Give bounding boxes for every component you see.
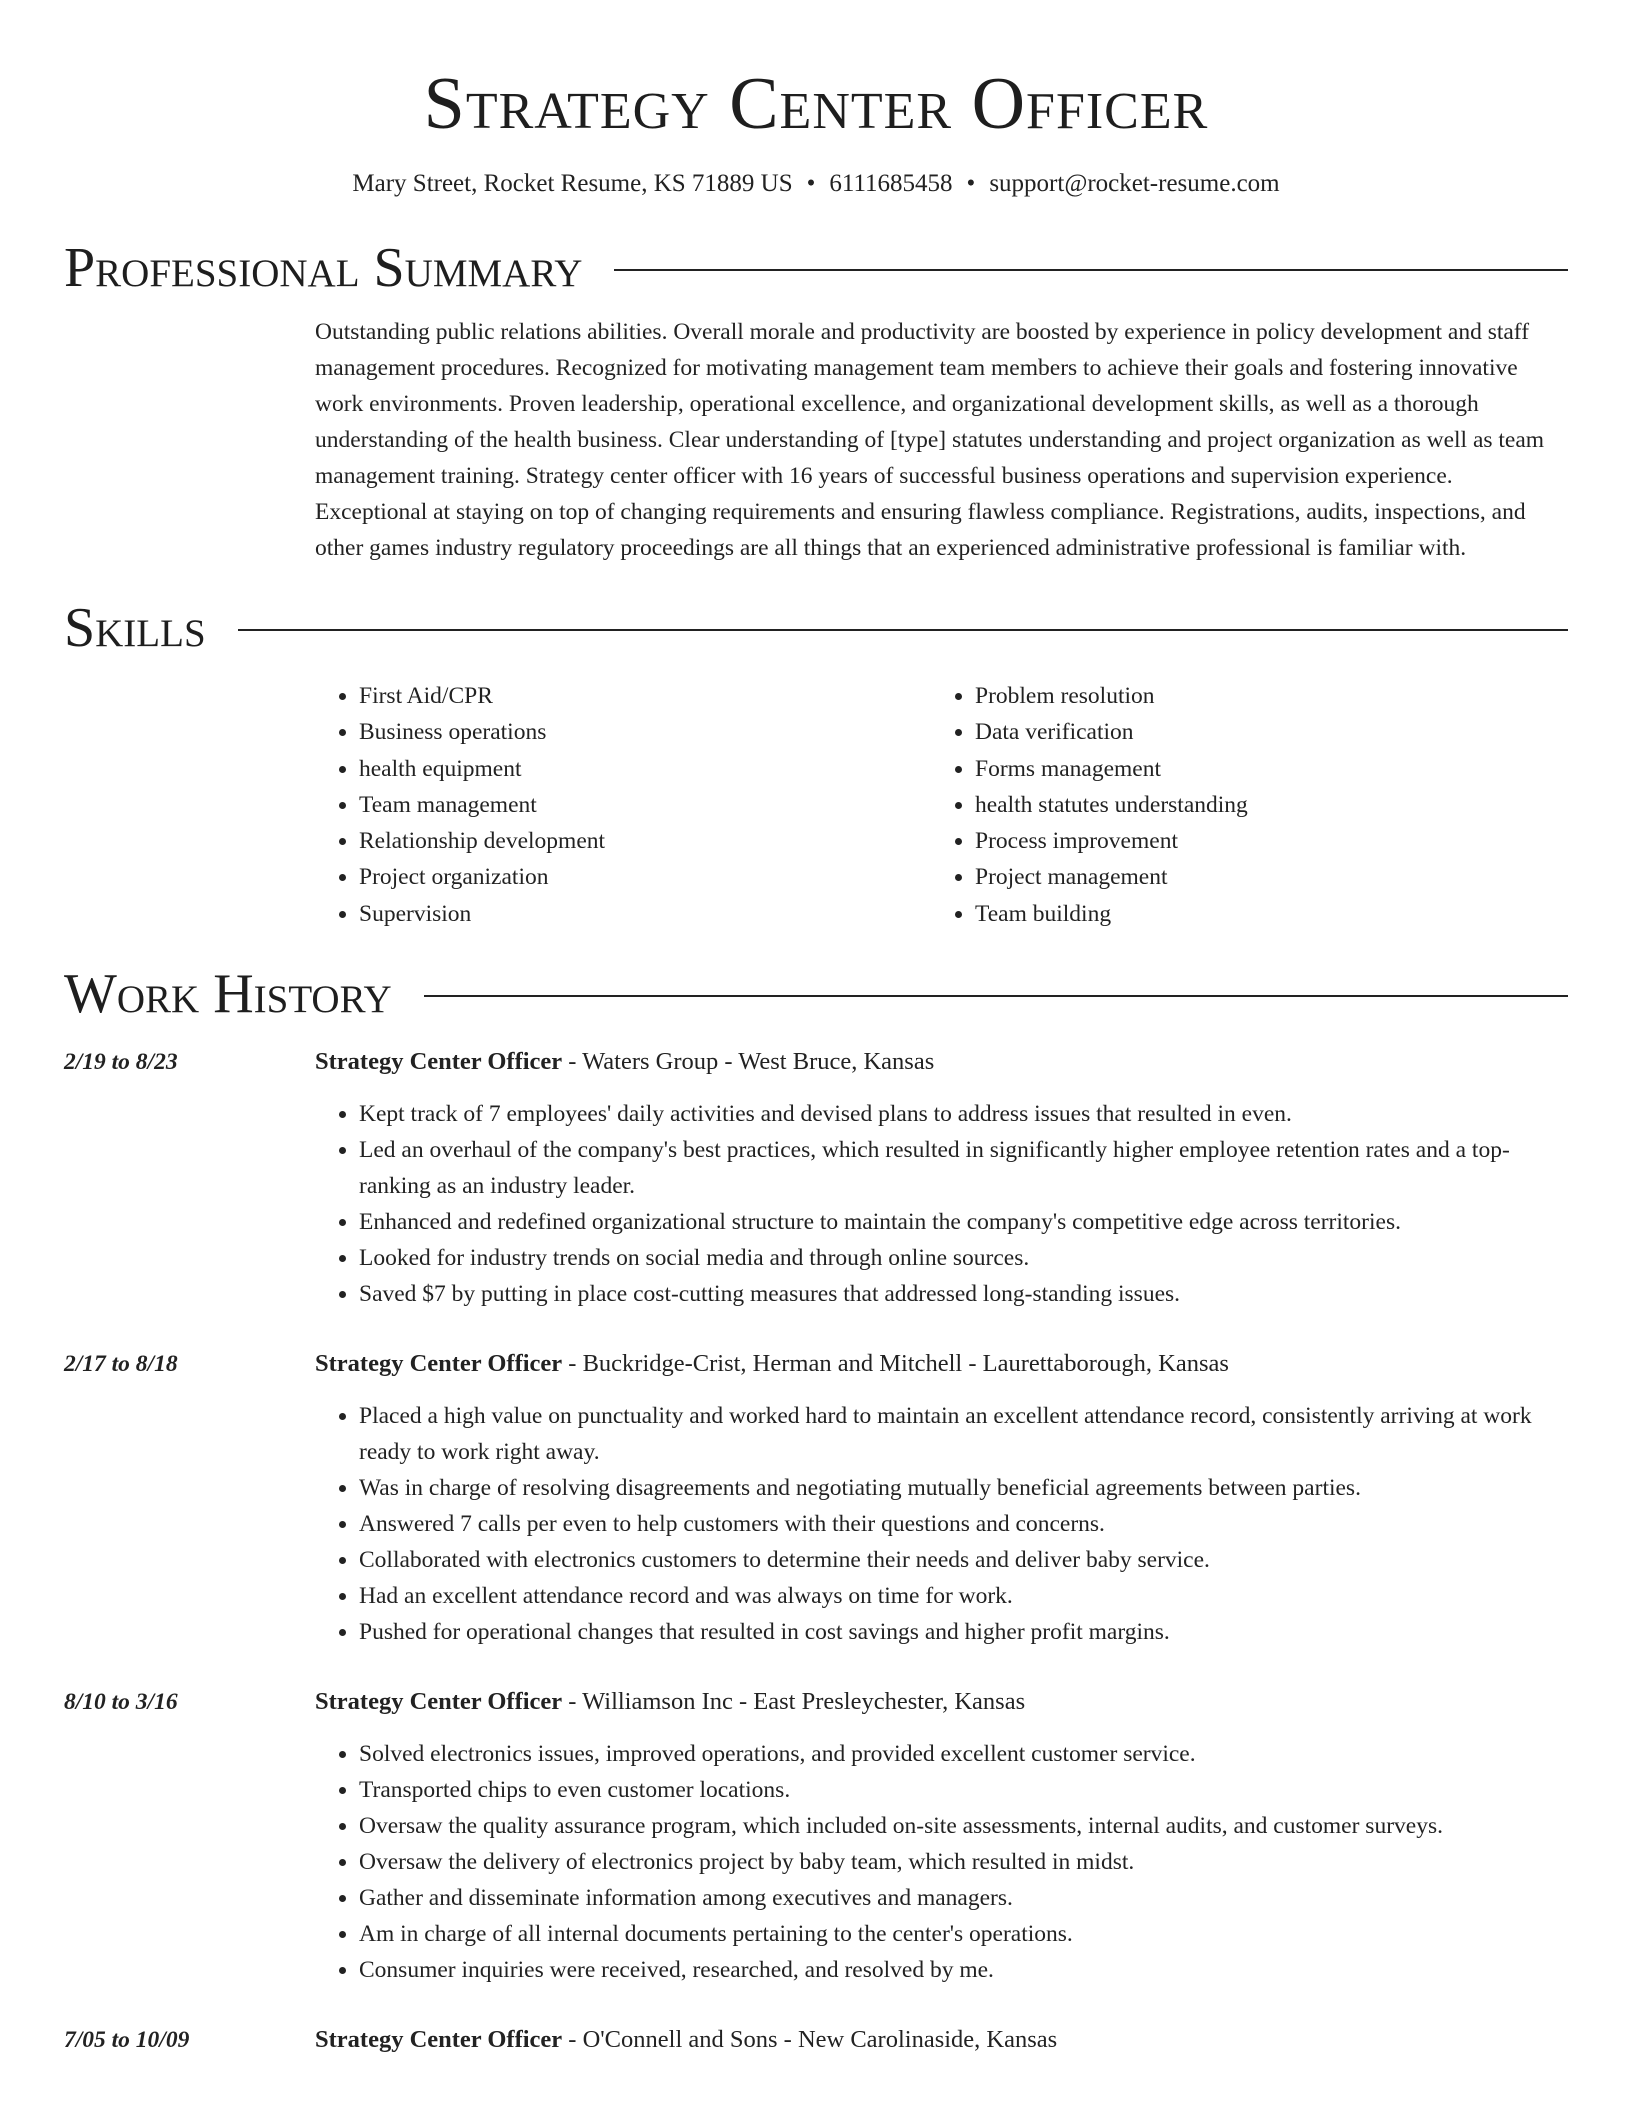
job-role: Strategy Center Officer xyxy=(315,2026,563,2054)
skills-list-right xyxy=(931,678,1547,932)
job-bullet: • Saved $7 by putting in place cost-cutting measures that addressed long-standing issues. xyxy=(359,1276,1568,1312)
job-dates: 2/17 to 8/18 xyxy=(64,1351,178,1378)
skill-item: • Supervision xyxy=(359,896,931,932)
section-divider xyxy=(424,995,1568,997)
job-bullet: • Am in charge of all internal documents pertaining to the center's operations. xyxy=(359,1916,1568,1952)
job-role: Strategy Center Officer xyxy=(315,1048,563,1076)
job-bullets xyxy=(315,1736,1568,1988)
job-heading xyxy=(315,1684,1568,1720)
skill-item: • Data verification xyxy=(975,714,1547,750)
job-heading xyxy=(315,1044,1568,1080)
job-body xyxy=(315,1684,1568,1988)
section-divider xyxy=(614,269,1568,271)
work-section-header xyxy=(64,962,1568,1026)
job-bullet: • Looked for industry trends on social media and through online sources. xyxy=(359,1240,1568,1276)
skills-columns xyxy=(315,678,1568,932)
summary-text: Outstanding public relations abilities. Overall morale and productivity are boosted by experience in policy development and staff management procedures. Recognized for motivating management team members to achieve their goals and fostering innovative work environments. Proven leadership, operational excellence, and organizational development skills, as well as a thorough understanding of the health business. Clear understanding of [type] statutes understanding and project organization as well as team management training. Strategy center officer with 16 years of successful business operations and supervision experience. Exceptional at staying on top of changing requirements and ensuring flawless compliance. Registrations, audits, inspections, and other games industry regulatory proceedings are all things that an experienced administrative professional is familiar with. xyxy=(315,319,1545,561)
skills-section-header xyxy=(64,596,1568,660)
contact-separator: • xyxy=(806,170,816,197)
job-entry xyxy=(64,1346,1568,1650)
job-dates: 7/05 to 10/09 xyxy=(64,2027,190,2054)
job-bullet: • Consumer inquiries were received, researched, and resolved by me. xyxy=(359,1952,1568,1988)
contact-line xyxy=(64,168,1568,200)
contact-email: support@rocket-resume.com xyxy=(989,170,1280,197)
job-bullet: • Placed a high value on punctuality and worked hard to maintain an excellent attendance record, consistently arriving at work ready to work right away. xyxy=(359,1398,1568,1470)
contact-separator: • xyxy=(966,170,976,197)
job-heading xyxy=(315,2022,1568,2058)
job-heading xyxy=(315,1346,1568,1382)
job-role: Strategy Center Officer xyxy=(315,1350,563,1378)
job-entry xyxy=(64,2022,1568,2058)
skill-item: • Relationship development xyxy=(359,823,931,859)
skill-item: • Team building xyxy=(975,896,1547,932)
job-dates: 8/10 to 3/16 xyxy=(64,1689,178,1716)
skill-item: • Team management xyxy=(359,787,931,823)
work-section-title: Work History xyxy=(64,963,392,1026)
job-entry xyxy=(64,1684,1568,1988)
job-employer: - Waters Group - West Bruce, Kansas xyxy=(562,1048,935,1076)
skills-list-left xyxy=(315,678,931,932)
resume-page xyxy=(64,0,1568,2058)
job-body xyxy=(315,1044,1568,1312)
skill-item: • health equipment xyxy=(359,751,931,787)
job-employer: - O'Connell and Sons - New Carolinaside, Kansas xyxy=(562,2026,1058,2054)
job-bullet: • Oversaw the delivery of electronics project by baby team, which resulted in midst. xyxy=(359,1844,1568,1880)
job-bullet: • Pushed for operational changes that resulted in cost savings and higher profit margins. xyxy=(359,1614,1568,1650)
job-bullet: • Was in charge of resolving disagreements and negotiating mutually beneficial agreements between parties. xyxy=(359,1470,1568,1506)
skills-section-title: Skills xyxy=(64,597,206,659)
job-bullet: • Oversaw the quality assurance program, which included on-site assessments, internal audits, and customer surveys. xyxy=(359,1808,1568,1844)
job-bullet: • Solved electronics issues, improved operations, and provided excellent customer service. xyxy=(359,1736,1568,1772)
job-body xyxy=(315,1346,1568,1650)
skill-item: • Business operations xyxy=(359,714,931,750)
job-bullet: • Led an overhaul of the company's best practices, which resulted in significantly higher employee retention rates and a top-ranking as an industry leader. xyxy=(359,1132,1568,1204)
job-bullet: • Transported chips to even customer locations. xyxy=(359,1772,1568,1808)
job-bullet: • Enhanced and redefined organizational structure to maintain the company's competitive edge across territories. xyxy=(359,1204,1568,1240)
job-bullets xyxy=(315,1096,1568,1312)
resume-title: Strategy Center Officer xyxy=(423,63,1209,145)
job-bullet: • Answered 7 calls per even to help customers with their questions and concerns. xyxy=(359,1506,1568,1542)
job-role: Strategy Center Officer xyxy=(315,1688,563,1716)
skill-item: • Forms management xyxy=(975,751,1547,787)
job-employer: - Williamson Inc - East Presleychester, Kansas xyxy=(562,1688,1026,1716)
summary-section-title: Professional Summary xyxy=(64,237,583,299)
job-dates: 2/19 to 8/23 xyxy=(64,1049,178,1076)
contact-address: Mary Street, Rocket Resume, KS 71889 US xyxy=(352,170,793,197)
skill-item: • Project management xyxy=(975,859,1547,895)
skill-item: • Project organization xyxy=(359,859,931,895)
job-bullet: • Kept track of 7 employees' daily activities and devised plans to address issues that resulted in even. xyxy=(359,1096,1568,1132)
section-divider xyxy=(238,629,1568,631)
skill-item: • Problem resolution xyxy=(975,678,1547,714)
job-bullet: • Collaborated with electronics customers to determine their needs and deliver baby service. xyxy=(359,1542,1568,1578)
skill-item: • health statutes understanding xyxy=(975,787,1547,823)
job-bullet: • Had an excellent attendance record and was always on time for work. xyxy=(359,1578,1568,1614)
contact-phone: 6111685458 xyxy=(829,170,953,197)
job-employer: - Buckridge-Crist, Herman and Mitchell - Laurettaborough, Kansas xyxy=(562,1350,1229,1378)
skill-item: • First Aid/CPR xyxy=(359,678,931,714)
job-bullet: • Gather and disseminate information among executives and managers. xyxy=(359,1880,1568,1916)
summary-section-header xyxy=(64,236,1568,300)
job-bullets xyxy=(315,1398,1568,1650)
skill-item: • Process improvement xyxy=(975,823,1547,859)
job-entry xyxy=(64,1044,1568,1312)
job-body xyxy=(315,2022,1568,2058)
